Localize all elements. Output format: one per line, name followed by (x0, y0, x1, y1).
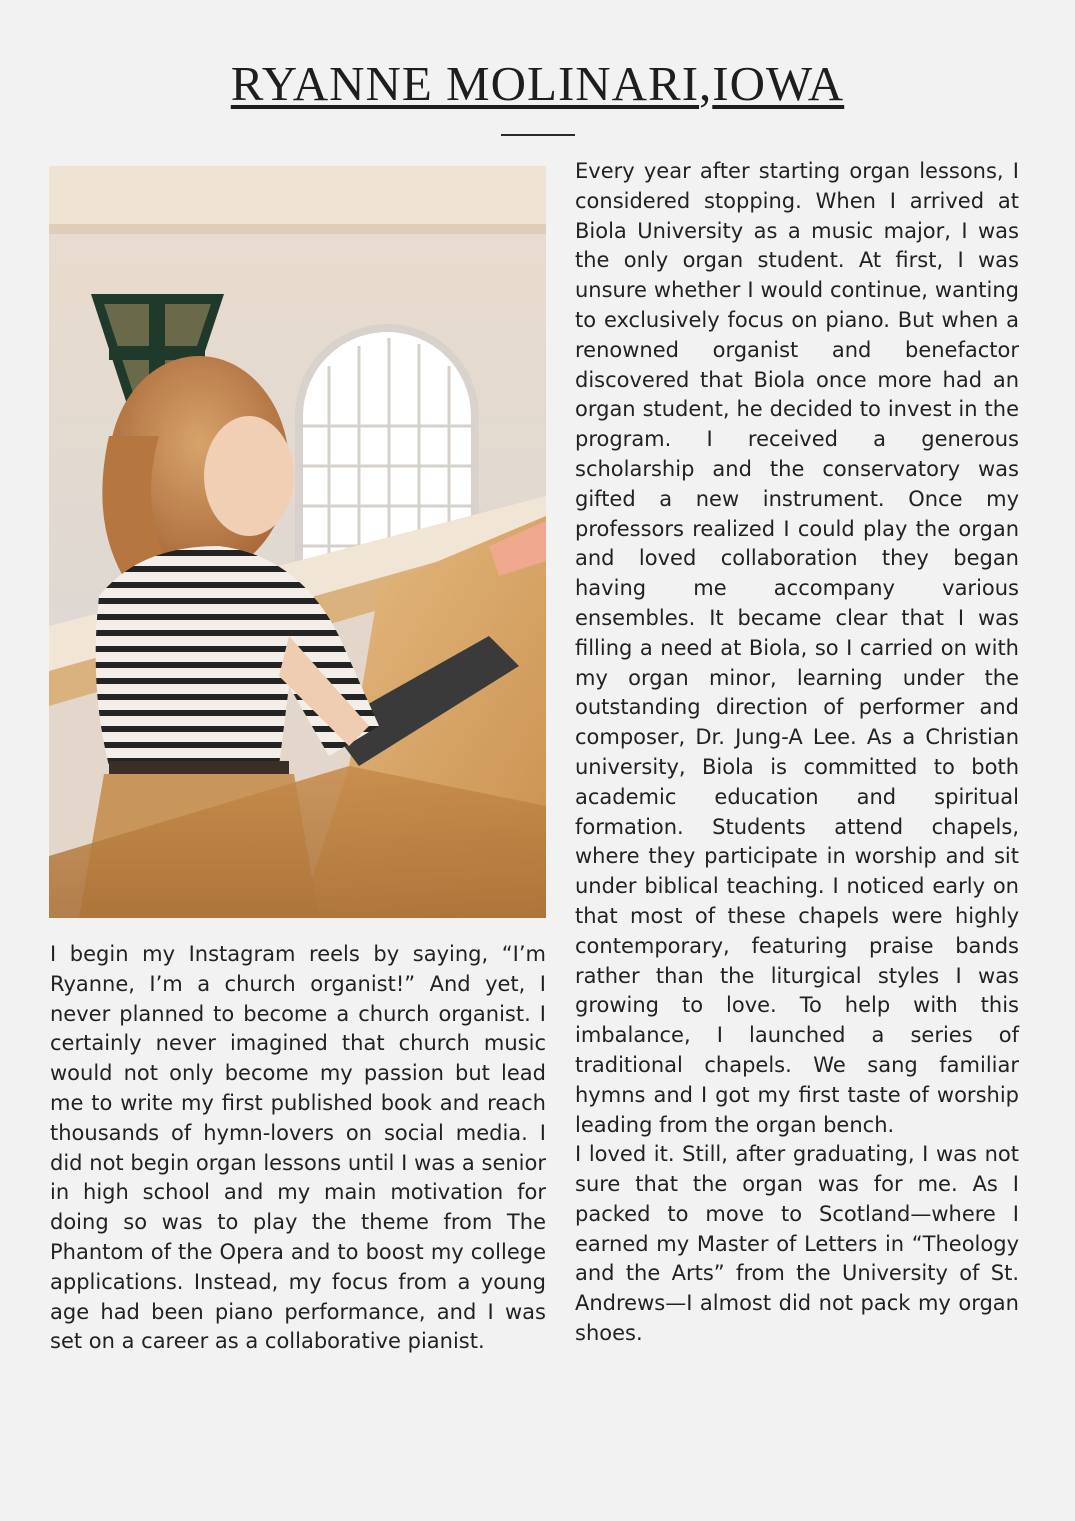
organist-photo (49, 166, 546, 918)
left-column (50, 940, 546, 1357)
title-divider (501, 134, 575, 136)
right-column (575, 157, 1019, 1349)
left-paragraph: I begin my Instagram reels by saying, “I’m Ryanne, I’m a church organist!” And yet, I never planned to become a church organist. I certainly never imagined that church music would not only become my passion but lead me to write my first published book and reach thousands of hymn-lovers on social media. I did not begin organ lessons until I was a senior in high school and my main motivation for doing so was to play the theme from The Phantom of the Opera and to boost my college applications. Instead, my focus from a young age had been piano performance, and I was set on a career as a collaborative pianist. (50, 942, 546, 1354)
title-name: RYANNE MOLINARI (230, 56, 700, 111)
title-place: IOWA (712, 56, 845, 111)
right-paragraph-1: Every year after starting organ lessons, I considered stopping. When I arrived at Biola University as a music major, I was the only organ student. At first, I was unsure whether I would continue, wanting to exclusively focus on piano. But when a renowned organist and benefactor discovered that Biola once more had an organ student, he decided to invest in the program. I received a generous scholarship and the conservatory was gifted a new instrument. Once my professors realized I could play the organ and loved collaboration they began having me accompany various ensembles. It became clear that I was filling a need at Biola, so I carried on with my organ minor, learning under the outstanding direction of performer and composer, Dr. Jung-A Lee. As a Christian university, Biola is committed to both academic education and spiritual formation. Students attend chapels, where they participate in worship and sit under biblical teaching. I noticed early on that most of these chapels were highly contemporary, featuring praise bands rather than the liturgical styles I was growing to love. To help with this imbalance, I launched a series of traditional chapels. We sang familiar hymns and I got my first taste of worship leading from the organ bench. (575, 159, 1019, 1137)
right-paragraph-2: I loved it. Still, after graduating, I was not sure that the organ was for me. As I packed to move to Scotland—where I earned my Master of Letters in “Theology and the Arts” from the University of St. Andrews—I almost did not pack my organ shoes. (575, 1142, 1019, 1346)
page-title (0, 52, 1075, 116)
title-separator: , (699, 56, 713, 111)
